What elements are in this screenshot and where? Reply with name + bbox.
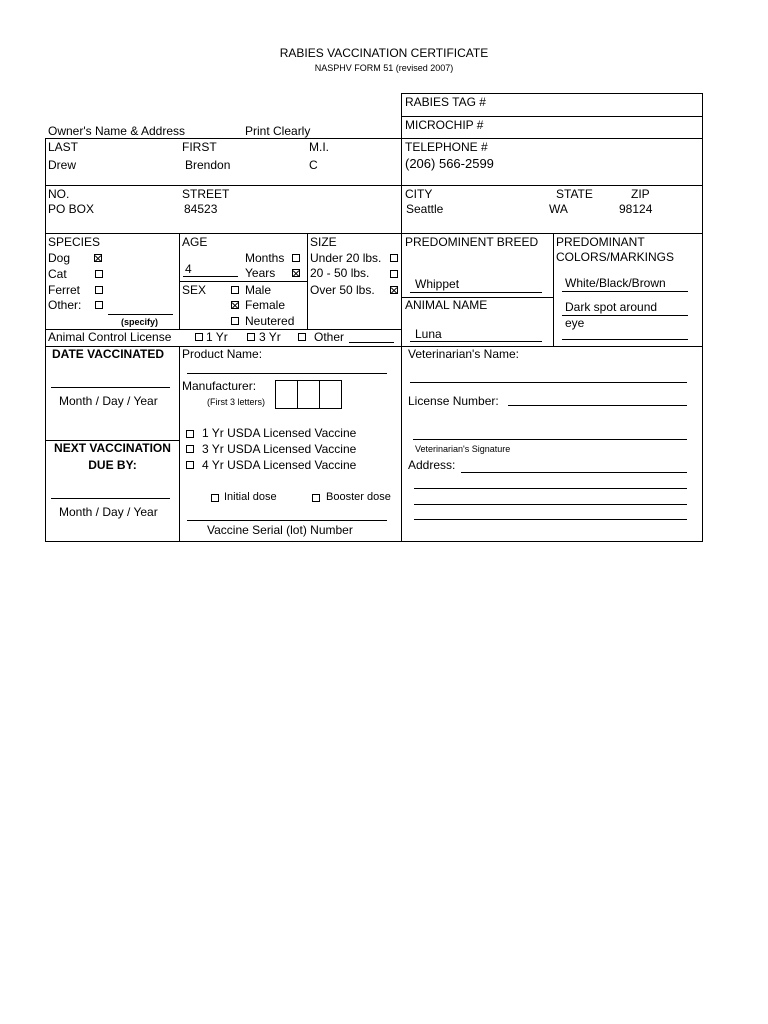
license-3yr-checkbox[interactable] bbox=[247, 333, 255, 341]
license-option-label: 1 Yr bbox=[206, 330, 228, 344]
booster-dose-label: Booster dose bbox=[326, 491, 391, 503]
date-vaccinated-mdy: Month / Day / Year bbox=[59, 394, 158, 408]
last-name-label: LAST bbox=[48, 140, 79, 154]
species-cat-checkbox[interactable] bbox=[95, 270, 103, 278]
breed-line bbox=[410, 292, 542, 293]
size-option-label: Over 50 lbs. bbox=[310, 283, 375, 297]
next-vaccination-label-line1: NEXT VACCINATION bbox=[54, 441, 171, 455]
usda-option-label: 3 Yr USDA Licensed Vaccine bbox=[202, 442, 357, 456]
address-no-label: NO. bbox=[48, 187, 70, 201]
zip-value[interactable]: 98124 bbox=[619, 202, 653, 216]
species-ferret-checkbox[interactable] bbox=[95, 286, 103, 294]
vet-address-label: Address: bbox=[408, 458, 456, 472]
species-other-line[interactable] bbox=[108, 314, 173, 315]
first-name-label: FIRST bbox=[182, 140, 217, 154]
usda-option-label: 1 Yr USDA Licensed Vaccine bbox=[202, 426, 357, 440]
age-label: AGE bbox=[182, 235, 208, 249]
sex-label: SEX bbox=[182, 283, 207, 297]
vet-name-line[interactable] bbox=[410, 382, 687, 383]
vet-license-line[interactable] bbox=[508, 405, 687, 406]
sex-option-label: Female bbox=[245, 298, 286, 312]
vet-signature-line[interactable] bbox=[413, 439, 687, 440]
species-dog-checkbox[interactable] bbox=[94, 254, 102, 262]
species-option-label: Other: bbox=[48, 298, 82, 312]
species-label: SPECIES bbox=[48, 235, 101, 249]
usda-option-label: 4 Yr USDA Licensed Vaccine bbox=[202, 458, 357, 472]
telephone-label: TELEPHONE # bbox=[405, 140, 488, 154]
breed-value[interactable]: Whippet bbox=[415, 277, 460, 291]
months-label: Months bbox=[245, 251, 285, 265]
animal-name-line bbox=[410, 341, 542, 342]
telephone-value[interactable]: (206) 566-2599 bbox=[405, 156, 494, 171]
license-option-label: 3 Yr bbox=[259, 330, 281, 344]
mi-value[interactable]: C bbox=[309, 158, 318, 172]
booster-dose-checkbox[interactable] bbox=[312, 494, 320, 502]
size-option-label: Under 20 lbs. bbox=[310, 251, 382, 265]
animal-name-value[interactable]: Luna bbox=[415, 327, 442, 341]
license-other-checkbox[interactable] bbox=[298, 333, 306, 341]
species-other-checkbox[interactable] bbox=[95, 301, 103, 309]
usda-1yr-checkbox[interactable] bbox=[186, 430, 194, 438]
species-option-label: Cat bbox=[48, 267, 67, 281]
vet-address-line4[interactable] bbox=[414, 519, 687, 520]
colors-line1 bbox=[562, 291, 688, 292]
rabies-tag-label: RABIES TAG # bbox=[405, 95, 486, 109]
street-value[interactable]: 84523 bbox=[184, 202, 218, 216]
vet-address-line2[interactable] bbox=[414, 488, 687, 489]
months-checkbox[interactable] bbox=[292, 254, 300, 262]
breed-label: PREDOMINENT BREED bbox=[405, 235, 539, 249]
city-label: CITY bbox=[405, 187, 433, 201]
size-20to50-checkbox[interactable] bbox=[390, 270, 398, 278]
next-vaccination-line[interactable] bbox=[51, 498, 170, 499]
sex-option-label: Neutered bbox=[245, 314, 295, 328]
license-option-label: Other bbox=[314, 330, 345, 344]
colors-value-line2[interactable]: Dark spot around bbox=[565, 300, 658, 314]
manufacturer-boxes[interactable] bbox=[275, 380, 342, 409]
age-line bbox=[183, 276, 238, 277]
city-value[interactable]: Seattle bbox=[406, 202, 444, 216]
address-no-value[interactable]: PO BOX bbox=[48, 202, 95, 216]
serial-line[interactable] bbox=[187, 520, 387, 521]
size-under20-checkbox[interactable] bbox=[390, 254, 398, 262]
animal-name-label: ANIMAL NAME bbox=[405, 298, 488, 312]
usda-4yr-checkbox[interactable] bbox=[186, 461, 194, 469]
years-label: Years bbox=[245, 266, 276, 280]
vet-signature-label: Veterinarian's Signature bbox=[415, 444, 511, 454]
colors-value-line3[interactable]: eye bbox=[565, 316, 585, 330]
product-name-label: Product Name: bbox=[182, 347, 263, 361]
owner-section-label: Owner's Name & Address bbox=[48, 124, 186, 138]
first-name-value[interactable]: Brendon bbox=[185, 158, 231, 172]
sex-option-label: Male bbox=[245, 283, 272, 297]
license-label: Animal Control License bbox=[48, 330, 172, 344]
date-vaccinated-label: DATE VACCINATED bbox=[52, 347, 164, 361]
microchip-label: MICROCHIP # bbox=[405, 118, 484, 132]
colors-value-line1[interactable]: White/Black/Brown bbox=[565, 276, 666, 290]
initial-dose-checkbox[interactable] bbox=[211, 494, 219, 502]
sex-male-checkbox[interactable] bbox=[231, 286, 239, 294]
next-vaccination-mdy: Month / Day / Year bbox=[59, 505, 158, 519]
vet-address-line1[interactable] bbox=[461, 472, 687, 473]
size-over50-checkbox[interactable] bbox=[390, 286, 398, 294]
age-value[interactable]: 4 bbox=[185, 262, 192, 276]
size-option-label: 20 - 50 lbs. bbox=[310, 266, 370, 280]
initial-dose-label: Initial dose bbox=[224, 491, 277, 503]
usda-3yr-checkbox[interactable] bbox=[186, 445, 194, 453]
years-checkbox[interactable] bbox=[292, 269, 300, 277]
print-clearly-label: Print Clearly bbox=[245, 124, 311, 138]
state-label: STATE bbox=[556, 187, 593, 201]
vet-address-line3[interactable] bbox=[414, 504, 687, 505]
sex-female-checkbox[interactable] bbox=[231, 301, 239, 309]
form-subtitle: NASPHV FORM 51 (revised 2007) bbox=[314, 63, 454, 73]
license-other-line[interactable] bbox=[349, 342, 394, 343]
date-vaccinated-line[interactable] bbox=[51, 387, 170, 388]
colors-label-line2: COLORS/MARKINGS bbox=[556, 250, 675, 264]
colors-label-line1: PREDOMINANT bbox=[556, 235, 645, 249]
form-title: RABIES VACCINATION CERTIFICATE bbox=[279, 46, 489, 60]
license-1yr-checkbox[interactable] bbox=[195, 333, 203, 341]
street-label: STREET bbox=[182, 187, 230, 201]
zip-label: ZIP bbox=[631, 187, 650, 201]
sex-neutered-checkbox[interactable] bbox=[231, 317, 239, 325]
mi-label: M.I. bbox=[309, 140, 329, 154]
next-vaccination-label-line2: DUE BY: bbox=[88, 458, 137, 472]
manufacturer-label: Manufacturer: bbox=[182, 379, 257, 393]
state-value[interactable]: WA bbox=[549, 202, 568, 216]
last-name-value[interactable]: Drew bbox=[48, 158, 77, 172]
first3-label: (First 3 letters) bbox=[207, 397, 266, 407]
species-option-label: Ferret bbox=[48, 283, 81, 297]
size-label: SIZE bbox=[310, 235, 337, 249]
vet-name-label: Veterinarian's Name: bbox=[408, 347, 520, 361]
serial-label: Vaccine Serial (lot) Number bbox=[207, 523, 353, 537]
vet-license-label: License Number: bbox=[408, 394, 499, 408]
colors-line3 bbox=[562, 339, 688, 340]
specify-label: (specify) bbox=[121, 317, 159, 327]
species-option-label: Dog bbox=[48, 251, 71, 265]
product-name-line[interactable] bbox=[187, 373, 387, 374]
